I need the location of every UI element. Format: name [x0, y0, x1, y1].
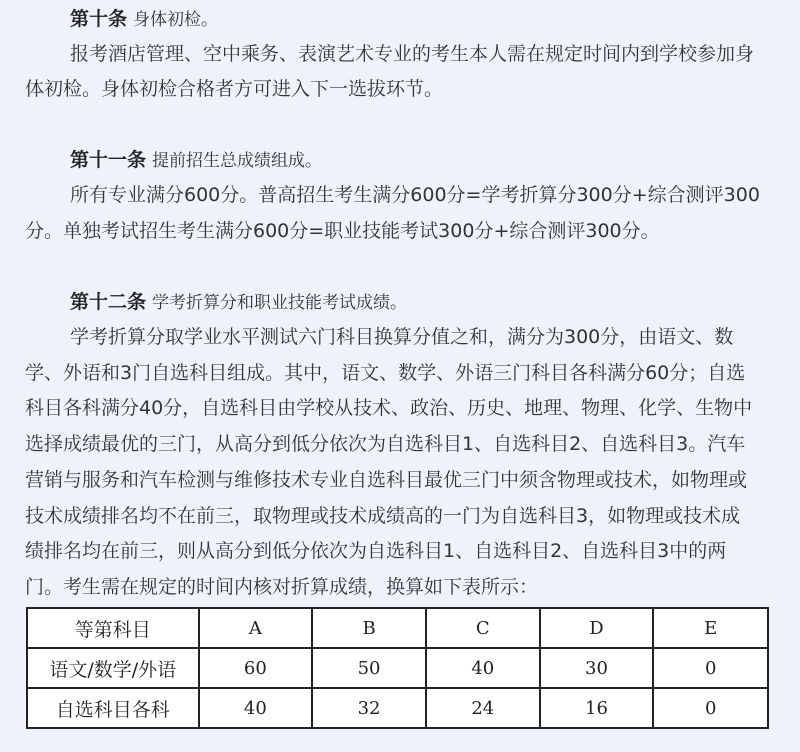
table-cell: 32 [312, 688, 426, 728]
table-row [27, 648, 768, 688]
table-row-label: 自选科目各科 [27, 688, 199, 728]
paragraph-line: 分。单独考试招生考生满分600分=职业技能考试300分+综合测评300分。 [25, 220, 660, 242]
article-11-heading [0, 144, 800, 177]
table-row [27, 688, 768, 728]
table-cell: 60 [199, 648, 313, 688]
paragraph-line: 选择成绩最优的三门，从高分到低分依次为自选科目1、自选科目2、自选科目3。汽车 [25, 433, 746, 455]
article-title: 提前招生总成绩组成。 [152, 151, 323, 171]
table-header-cell: D [540, 608, 654, 648]
table-cell: 0 [653, 688, 768, 728]
table-cell: 30 [540, 648, 654, 688]
table-cell: 40 [426, 648, 540, 688]
table-cell: 40 [199, 688, 313, 728]
paragraph-line: 体初检。身体初检合格者方可进入下一选拔环节。 [25, 78, 444, 100]
table-cell: 50 [312, 648, 426, 688]
table-cell: 0 [653, 648, 768, 688]
paragraph-line: 报考酒店管理、空中乘务、表演艺术专业的考生本人需在规定时间内到学校参加身 [70, 43, 755, 65]
article-number: 第十条 [70, 8, 128, 30]
article-number: 第十二条 [70, 291, 147, 313]
paragraph-line: 门。考生需在规定的时间内核对折算成绩，换算如下表所示： [25, 576, 539, 598]
article-title: 学考折算分和职业技能考试成绩。 [152, 293, 408, 313]
paragraph-line: 技术成绩排名均不在前三，取物理或技术成绩高的一门为自选科目3，如物理或技术成 [25, 505, 741, 527]
table-header-cell: 等第科目 [27, 608, 199, 648]
table-header-cell: A [199, 608, 313, 648]
table-cell: 24 [426, 688, 540, 728]
table-cell: 16 [540, 688, 654, 728]
table-header-cell: B [312, 608, 426, 648]
paragraph-line: 学、外语和3门自选科目组成。其中，语文、数学、外语三门科目各科满分60分；自选 [25, 362, 746, 384]
article-number: 第十一条 [70, 149, 147, 171]
paragraph-line: 科目各科满分40分，自选科目由学校从技术、政治、历史、地理、物理、化学、生物中 [25, 397, 753, 419]
table-header-row [27, 608, 768, 648]
table-header-cell: C [426, 608, 540, 648]
article-12-heading [0, 286, 800, 319]
table-header-cell: E [653, 608, 768, 648]
paragraph-line: 学考折算分取学业水平测试六门科目换算分值之和，满分为300分，由语文、数 [70, 326, 734, 348]
paragraph-line: 营销与服务和汽车检测与维修技术专业自选科目最优三门中须含物理或技术，如物理或 [25, 469, 748, 491]
paragraph-line: 所有专业满分600分。普高招生考生满分600分=学考折算分300分+综合测评300 [70, 184, 760, 206]
article-10-heading [0, 3, 800, 36]
article-title: 身体初检。 [133, 10, 219, 30]
paragraph-line: 绩排名均在前三，则从高分到低分依次为自选科目1、自选科目2、自选科目3中的两 [25, 540, 727, 562]
score-conversion-table [26, 607, 769, 729]
table-row-label: 语文/数学/外语 [27, 648, 199, 688]
